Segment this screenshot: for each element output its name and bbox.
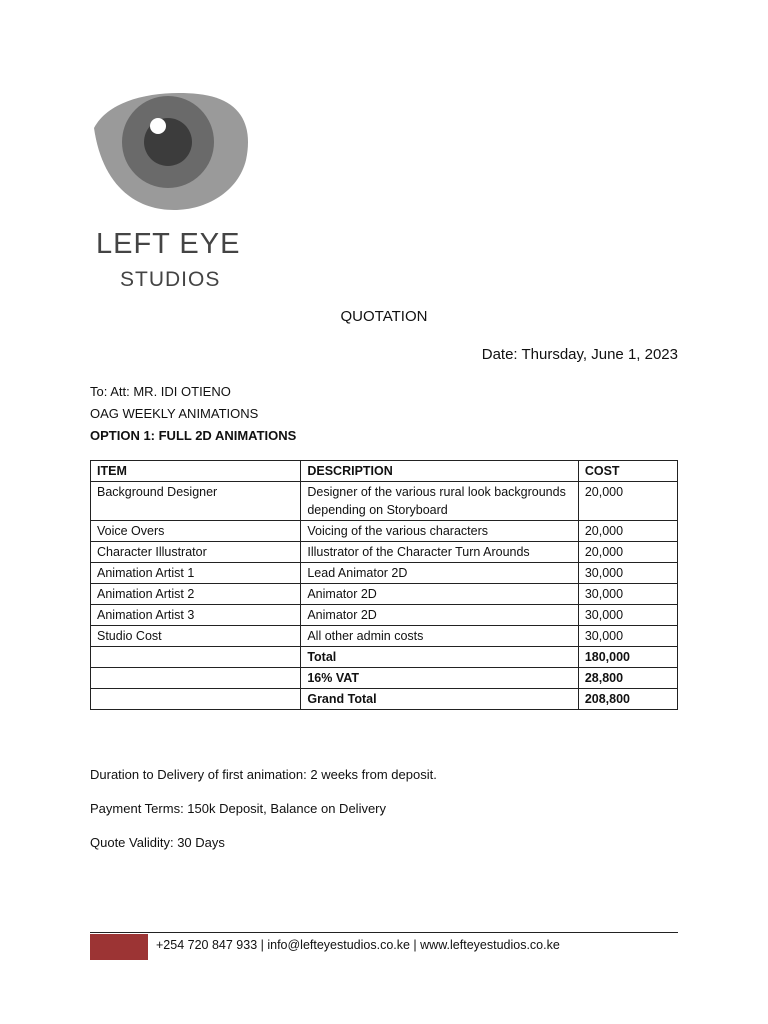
option-title: OPTION 1: FULL 2D ANIMATIONS — [90, 428, 297, 443]
grand-total-value: 208,800 — [578, 689, 677, 710]
cost-cell: 30,000 — [578, 584, 677, 605]
delivery-duration: Duration to Delivery of first animation: 2 weeks from deposit. — [90, 767, 437, 782]
recipient: To: Att: MR. IDI OTIENO — [90, 384, 231, 399]
description-cell: All other admin costs — [301, 626, 578, 647]
empty-cell — [91, 668, 301, 689]
description-cell: Designer of the various rural look backgrounds depending on Storyboard — [301, 482, 578, 521]
description-cell: Lead Animator 2D — [301, 563, 578, 584]
description-cell: Animator 2D — [301, 584, 578, 605]
cost-cell: 30,000 — [578, 626, 677, 647]
vat-label: 16% VAT — [301, 668, 578, 689]
total-row — [91, 647, 678, 668]
brand-subname: STUDIOS — [120, 268, 221, 291]
footer-divider — [90, 932, 678, 933]
payment-terms: Payment Terms: 150k Deposit, Balance on Delivery — [90, 801, 387, 816]
eye-logo-icon — [88, 92, 258, 212]
cost-cell: 20,000 — [578, 482, 677, 521]
empty-cell — [91, 647, 301, 668]
grand-total-label: Grand Total — [301, 689, 578, 710]
project-name: OAG WEEKLY ANIMATIONS — [90, 406, 259, 421]
header-description: DESCRIPTION — [301, 461, 578, 482]
footer-contact: +254 720 847 933 | info@lefteyestudios.co.ke | www.lefteyestudios.co.ke — [156, 938, 560, 952]
description-cell: Illustrator of the Character Turn Arounds — [301, 542, 578, 563]
brand-name: LEFT EYE — [96, 228, 241, 260]
cost-cell: 30,000 — [578, 605, 677, 626]
grand-total-row — [91, 689, 678, 710]
quote-validity: Quote Validity: 30 Days — [90, 835, 225, 850]
cost-cell: 30,000 — [578, 563, 677, 584]
header-item: ITEM — [91, 461, 301, 482]
table-row — [91, 626, 678, 647]
vat-row — [91, 668, 678, 689]
item-cell: Studio Cost — [91, 626, 301, 647]
table-row — [91, 542, 678, 563]
item-cell: Voice Overs — [91, 521, 301, 542]
table-row — [91, 605, 678, 626]
item-cell: Animation Artist 2 — [91, 584, 301, 605]
table-row — [91, 584, 678, 605]
header-cost: COST — [578, 461, 677, 482]
table-row — [91, 521, 678, 542]
description-cell: Animator 2D — [301, 605, 578, 626]
quote-table — [90, 460, 678, 710]
table-row — [91, 563, 678, 584]
footer-accent-bar — [90, 934, 148, 960]
total-value: 180,000 — [578, 647, 677, 668]
item-cell: Animation Artist 3 — [91, 605, 301, 626]
empty-cell — [91, 689, 301, 710]
item-cell: Background Designer — [91, 482, 301, 521]
description-cell: Voicing of the various characters — [301, 521, 578, 542]
date-year: 2023 — [644, 346, 678, 363]
cost-cell: 20,000 — [578, 521, 677, 542]
item-cell: Character Illustrator — [91, 542, 301, 563]
cost-cell: 20,000 — [578, 542, 677, 563]
table-header-row — [91, 461, 678, 482]
table-row — [91, 482, 678, 521]
date-label: Date: Thursday, June 1, — [481, 346, 641, 363]
total-label: Total — [301, 647, 578, 668]
vat-value: 28,800 — [578, 668, 677, 689]
quotation-heading: QUOTATION — [340, 308, 428, 325]
item-cell: Animation Artist 1 — [91, 563, 301, 584]
quote-date — [482, 346, 678, 363]
